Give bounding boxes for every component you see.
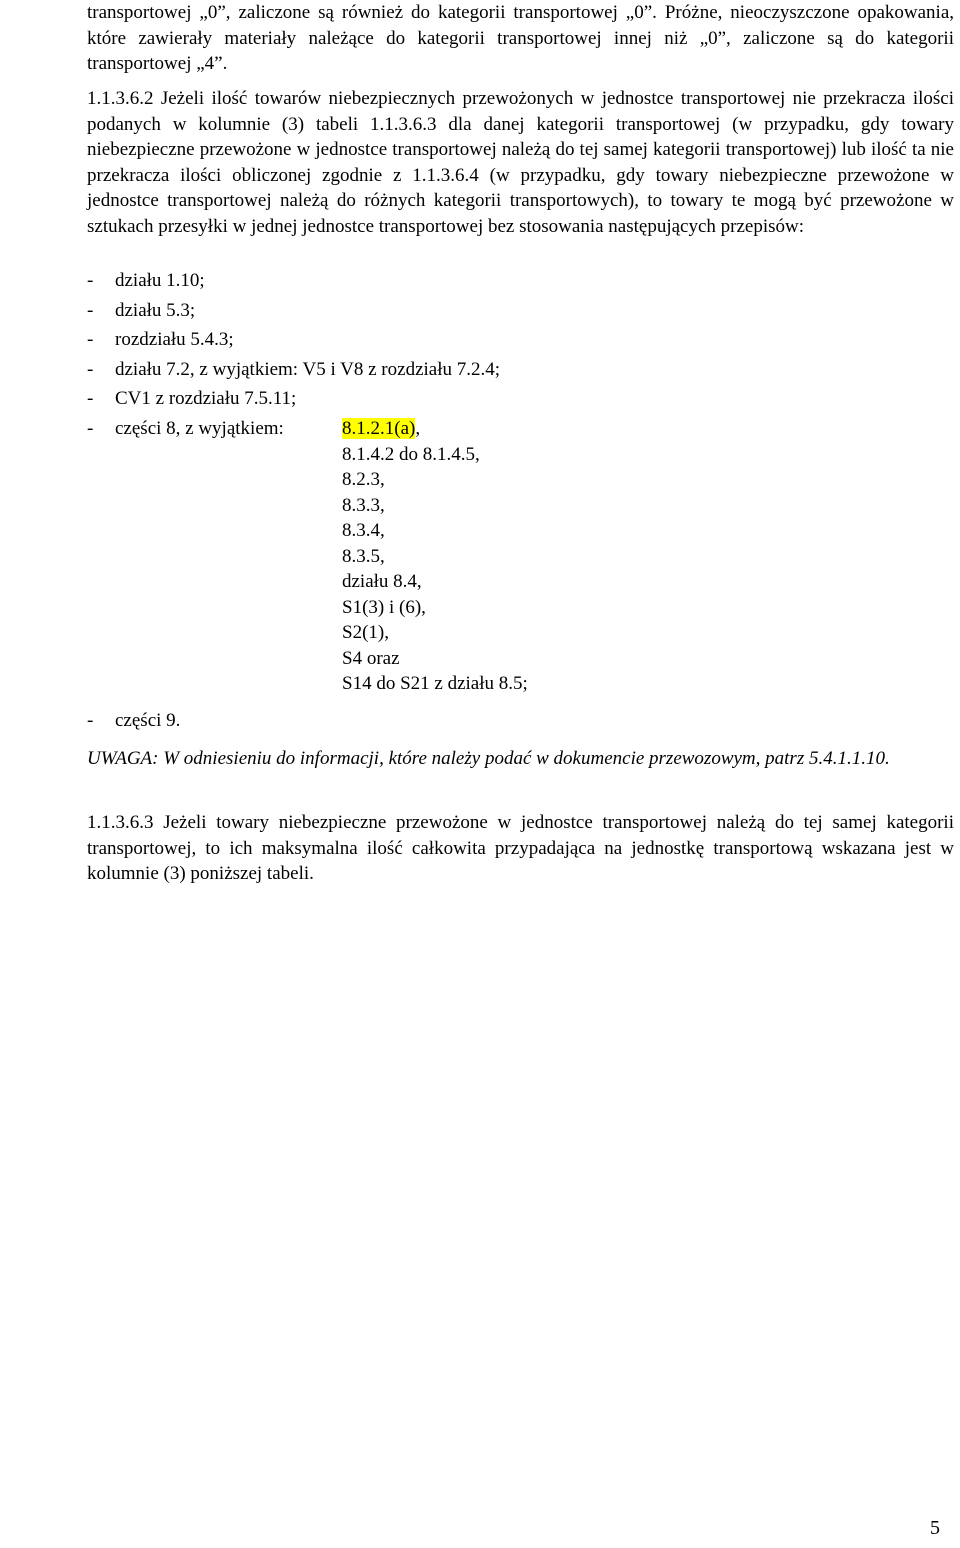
list-item-text: rozdziału 5.4.3; [115, 329, 234, 350]
page-number: 5 [930, 1517, 940, 1539]
exception-item: 8.3.3, [342, 494, 385, 516]
note-label: UWAGA: [87, 748, 159, 769]
exception-item [342, 416, 528, 442]
list-item-text: działu 1.10; [115, 270, 205, 291]
exception-item: S1(3) i (6), [342, 596, 426, 618]
part8-exceptions [342, 416, 528, 697]
list-item-text: działu 7.2, z wyjątkiem: V5 i V8 z rozdziału 7.2.4; [115, 358, 501, 380]
exception-item: S4 oraz [342, 647, 400, 669]
section-text: Jeżeli ilość towarów niebezpiecznych przewożonych w jednostce transportowej nie przekracza ilości podanych w kolumnie (3) tabeli 1.1.3.6.3 dla danej kategorii transportowej (w przypadku, gdy towary niebezpieczne przewożone w jednostce transportowej należą do tej samej kategorii transportowej) lub ilość ta nie przekracza ilości obliczonej zgodnie z 1.1.3.6.4 (w przypadku, gdy towary niebezpieczne przewożone w jednostce transportowej należą do różnych kategorii transportowych), to towary te mogą być przewożone w sztukach przesyłki w jednej jednostce transportowej bez stosowania następujących przepisów: [87, 88, 954, 237]
list-item [87, 327, 234, 353]
list-item [87, 416, 284, 442]
reference-suffix: , [415, 418, 421, 439]
exception-item: S14 do S21 z działu 8.5; [342, 673, 528, 694]
highlighted-reference: 8.1.2.1(a) [342, 418, 416, 439]
list-item-text: działu 5.3; [115, 299, 196, 321]
list-dash: - [87, 418, 94, 439]
list-item [87, 386, 296, 412]
list-item-text: części 8, z wyjątkiem: [115, 418, 284, 439]
list-item [87, 298, 195, 324]
list-item [87, 268, 205, 294]
section-number: 1.1.3.6.3 [87, 812, 154, 833]
list-dash: - [87, 299, 94, 321]
list-dash: - [87, 710, 94, 731]
paragraph-1-1-3-6-3 [87, 810, 954, 887]
list-dash: - [87, 358, 94, 380]
list-item [87, 357, 500, 383]
exception-item: 8.1.4.2 do 8.1.4.5, [342, 443, 480, 465]
exception-item: działu 8.4, [342, 571, 422, 592]
section-text: Jeżeli towary niebezpieczne przewożone w jednostce transportowej należą do tej samej kategorii transportowej, to ich maksymalna ilość całkowita przypadająca na jednostkę transportową wskazana jest w kolumnie (3) poniższej tabeli. [87, 812, 954, 884]
list-dash: - [87, 388, 94, 409]
list-dash: - [87, 329, 94, 350]
list-dash: - [87, 270, 94, 291]
section-number: 1.1.3.6.2 [87, 88, 154, 109]
list-item-text: części 9. [115, 710, 181, 731]
exception-item: 8.2.3, [342, 469, 385, 490]
intro-paragraph: transportowej „0”, zaliczone są również do kategorii transportowej „0”. Próżne, nieoczyszczone opakowania, które zawierały materiały należące do kategorii transportowej innej niż „0”, zaliczone są do kategorii transportowej „4”. [87, 2, 954, 74]
list-item-text: CV1 z rozdziału 7.5.11; [115, 388, 297, 409]
list-item [87, 708, 180, 734]
note-text: W odniesieniu do informacji, które należy podać w dokumencie przewozowym, patrz 5.4.1.1.10. [158, 748, 890, 769]
exception-item: S2(1), [342, 622, 389, 643]
exception-item: 8.3.4, [342, 520, 385, 541]
exception-item: 8.3.5, [342, 545, 385, 567]
paragraph-1-1-3-6-2 [87, 86, 954, 239]
note-paragraph [87, 746, 890, 772]
